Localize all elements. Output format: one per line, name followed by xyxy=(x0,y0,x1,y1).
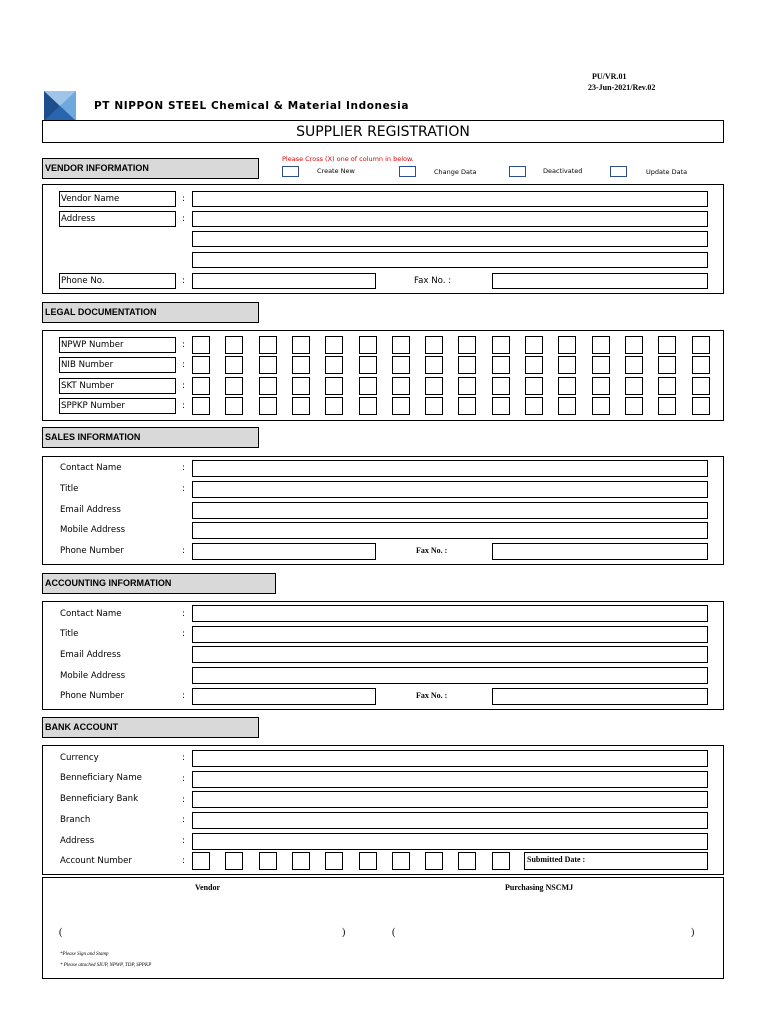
legal-row-label: NIB Number xyxy=(59,357,176,373)
legal-digit-box[interactable] xyxy=(359,356,377,374)
legal-digit-box[interactable] xyxy=(458,377,476,395)
legal-digit-box[interactable] xyxy=(625,377,643,395)
address-input-line-2[interactable] xyxy=(192,231,708,247)
legal-digit-box[interactable] xyxy=(692,336,710,354)
legal-digit-box[interactable] xyxy=(292,397,310,415)
address-input-line-3[interactable] xyxy=(192,252,708,268)
legal-digit-box[interactable] xyxy=(558,377,576,395)
branch-label: Branch xyxy=(60,815,91,825)
fax-label: Fax No. : xyxy=(414,276,452,286)
legal-digit-box[interactable] xyxy=(592,397,610,415)
beneficiary-bank-label: Benneficiary Bank xyxy=(60,794,139,804)
colon: : xyxy=(182,609,185,619)
attachment-note: * Please attached SIUP, NPWP, TDP, SPPKP xyxy=(60,963,152,968)
legal-digit-box[interactable] xyxy=(458,397,476,415)
legal-digit-box[interactable] xyxy=(425,377,443,395)
accounting-phone-input[interactable] xyxy=(192,688,376,705)
colon: : xyxy=(182,815,185,825)
legal-row-label: NPWP Number xyxy=(59,337,176,353)
legal-digit-box[interactable] xyxy=(192,336,210,354)
legal-digit-box[interactable] xyxy=(525,336,543,354)
colon: : xyxy=(182,795,185,805)
currency-input[interactable] xyxy=(192,750,708,767)
accounting-section-header: ACCOUNTING INFORMATION xyxy=(42,573,276,594)
create-new-label: Create New xyxy=(317,167,355,175)
document-code: PU/VR.01 xyxy=(592,72,627,81)
colon: : xyxy=(182,691,185,701)
legal-digit-box[interactable] xyxy=(525,397,543,415)
currency-label: Currency xyxy=(60,753,99,763)
legal-digit-box[interactable] xyxy=(425,336,443,354)
accounting-phone-label: Phone Number xyxy=(60,691,124,701)
colon: : xyxy=(182,360,185,370)
account-digit-box[interactable] xyxy=(458,852,476,870)
update-data-checkbox[interactable] xyxy=(610,166,627,177)
colon: : xyxy=(182,276,185,286)
sales-title-input[interactable] xyxy=(192,481,708,498)
vendor-sign-close-paren: ) xyxy=(342,927,346,938)
account-digit-box[interactable] xyxy=(259,852,277,870)
legal-digit-box[interactable] xyxy=(259,336,277,354)
legal-digit-box[interactable] xyxy=(259,356,277,374)
legal-digit-box[interactable] xyxy=(225,356,243,374)
sales-phone-label: Phone Number xyxy=(60,546,124,556)
vendor-section-header: VENDOR INFORMATION xyxy=(42,158,259,179)
legal-digit-box[interactable] xyxy=(225,377,243,395)
legal-digit-box[interactable] xyxy=(625,336,643,354)
legal-digit-box[interactable] xyxy=(458,356,476,374)
beneficiary-name-input[interactable] xyxy=(192,771,708,788)
colon: : xyxy=(182,340,185,350)
sales-fax-input[interactable] xyxy=(492,543,708,560)
legal-digit-box[interactable] xyxy=(425,356,443,374)
legal-digit-box[interactable] xyxy=(192,356,210,374)
legal-digit-box[interactable] xyxy=(692,377,710,395)
legal-digit-box[interactable] xyxy=(259,377,277,395)
sales-section-header: SALES INFORMATION xyxy=(42,427,259,448)
legal-digit-box[interactable] xyxy=(458,336,476,354)
account-digit-box[interactable] xyxy=(359,852,377,870)
colon: : xyxy=(182,774,185,784)
beneficiary-bank-input[interactable] xyxy=(192,791,708,808)
accounting-contact-name-input[interactable] xyxy=(192,605,708,622)
sales-email-label: Email Address xyxy=(60,505,121,515)
account-digit-box[interactable] xyxy=(192,852,210,870)
change-data-checkbox[interactable] xyxy=(399,166,416,177)
sales-contact-name-label: Contact Name xyxy=(60,463,122,473)
account-digit-box[interactable] xyxy=(325,852,343,870)
legal-row-label: SPPKP Number xyxy=(59,398,176,414)
address-label: Address xyxy=(59,211,176,227)
legal-digit-box[interactable] xyxy=(558,336,576,354)
phone-label: Phone No. xyxy=(59,273,176,289)
accounting-email-input[interactable] xyxy=(192,646,708,663)
legal-digit-box[interactable] xyxy=(392,336,410,354)
legal-row-label: SKT Number xyxy=(59,378,176,394)
accounting-fax-input[interactable] xyxy=(492,688,708,705)
legal-digit-box[interactable] xyxy=(359,397,377,415)
legal-digit-box[interactable] xyxy=(392,356,410,374)
sales-phone-input[interactable] xyxy=(192,543,376,560)
legal-digit-box[interactable] xyxy=(625,397,643,415)
colon: : xyxy=(182,194,185,204)
legal-digit-box[interactable] xyxy=(392,377,410,395)
legal-digit-box[interactable] xyxy=(658,336,676,354)
submitted-date-label: Submitted Date : xyxy=(527,855,586,864)
legal-digit-box[interactable] xyxy=(292,336,310,354)
legal-section-header: LEGAL DOCUMENTATION xyxy=(42,302,259,323)
legal-digit-box[interactable] xyxy=(658,377,676,395)
vendor-sign-open-paren: ( xyxy=(59,927,63,938)
legal-digit-box[interactable] xyxy=(658,397,676,415)
legal-digit-box[interactable] xyxy=(359,377,377,395)
sign-stamp-note: *Please Sign and Stamp xyxy=(60,952,109,957)
change-data-label: Change Data xyxy=(434,168,477,176)
purchasing-signature-area[interactable] xyxy=(400,930,686,944)
vendor-signature-label: Vendor xyxy=(195,883,221,892)
colon: : xyxy=(182,836,185,846)
deactivated-checkbox[interactable] xyxy=(509,166,526,177)
legal-digit-box[interactable] xyxy=(592,356,610,374)
colon: : xyxy=(182,401,185,411)
account-digit-box[interactable] xyxy=(392,852,410,870)
sales-mobile-label: Mobile Address xyxy=(60,525,126,535)
legal-digit-box[interactable] xyxy=(692,356,710,374)
legal-digit-box[interactable] xyxy=(292,377,310,395)
account-digit-box[interactable] xyxy=(425,852,443,870)
legal-digit-box[interactable] xyxy=(225,397,243,415)
account-digit-box[interactable] xyxy=(292,852,310,870)
fax-input[interactable] xyxy=(492,273,708,289)
branch-input[interactable] xyxy=(192,812,708,829)
account-number-label: Account Number xyxy=(60,856,132,866)
legal-digit-box[interactable] xyxy=(558,356,576,374)
form-title: SUPPLIER REGISTRATION xyxy=(296,124,470,140)
company-logo xyxy=(44,91,76,121)
colon: : xyxy=(182,484,185,494)
legal-digit-box[interactable] xyxy=(325,356,343,374)
sales-title-label: Title xyxy=(60,484,79,494)
instruction-text: Please Cross (X) one of column in below. xyxy=(282,155,414,163)
legal-digit-box[interactable] xyxy=(225,336,243,354)
legal-digit-box[interactable] xyxy=(359,336,377,354)
accounting-title-input[interactable] xyxy=(192,626,708,643)
sales-email-input[interactable] xyxy=(192,502,708,519)
legal-digit-box[interactable] xyxy=(325,377,343,395)
colon: : xyxy=(182,546,185,556)
legal-digit-box[interactable] xyxy=(592,336,610,354)
legal-digit-box[interactable] xyxy=(492,336,510,354)
colon: : xyxy=(182,381,185,391)
legal-digit-box[interactable] xyxy=(325,397,343,415)
account-digit-box[interactable] xyxy=(225,852,243,870)
legal-digit-box[interactable] xyxy=(292,356,310,374)
account-digit-box[interactable] xyxy=(492,852,510,870)
legal-digit-box[interactable] xyxy=(625,356,643,374)
legal-digit-box[interactable] xyxy=(525,377,543,395)
submitted-date-input[interactable] xyxy=(524,852,708,870)
sales-contact-name-input[interactable] xyxy=(192,460,708,477)
purchasing-sign-open-paren: ( xyxy=(392,927,396,938)
accounting-mobile-input[interactable] xyxy=(192,667,708,684)
purchasing-signature-label: Purchasing NSCMJ xyxy=(505,883,574,892)
legal-digit-box[interactable] xyxy=(492,356,510,374)
legal-digit-box[interactable] xyxy=(592,377,610,395)
legal-digit-box[interactable] xyxy=(192,377,210,395)
document-revision-date: 23-Jun-2021/Rev.02 xyxy=(588,83,656,92)
bank-address-input[interactable] xyxy=(192,833,708,850)
legal-digit-box[interactable] xyxy=(425,397,443,415)
accounting-fax-label: Fax No. : xyxy=(416,691,448,700)
purchasing-sign-close-paren: ) xyxy=(691,927,695,938)
deactivated-label: Deactivated xyxy=(543,167,583,175)
legal-digit-box[interactable] xyxy=(192,397,210,415)
colon: : xyxy=(182,214,185,224)
accounting-title-label: Title xyxy=(60,629,79,639)
sales-fax-label: Fax No. : xyxy=(416,546,448,555)
vendor-name-input[interactable] xyxy=(192,191,708,207)
accounting-contact-name-label: Contact Name xyxy=(60,609,122,619)
legal-digit-box[interactable] xyxy=(392,397,410,415)
form-title-bar xyxy=(42,120,724,143)
colon: : xyxy=(182,463,185,473)
legal-digit-box[interactable] xyxy=(325,336,343,354)
legal-digit-box[interactable] xyxy=(658,356,676,374)
accounting-mobile-label: Mobile Address xyxy=(60,671,126,681)
address-input-line-1[interactable] xyxy=(192,211,708,227)
create-new-checkbox[interactable] xyxy=(282,166,299,177)
company-name: PT NIPPON STEEL Chemical & Material Indonesia xyxy=(94,100,410,112)
update-data-label: Update Data xyxy=(646,168,688,176)
legal-digit-box[interactable] xyxy=(492,397,510,415)
accounting-email-label: Email Address xyxy=(60,650,121,660)
vendor-signature-area[interactable] xyxy=(66,930,338,944)
bank-section-header: BANK ACCOUNT xyxy=(42,717,259,738)
sales-mobile-input[interactable] xyxy=(192,522,708,539)
legal-digit-box[interactable] xyxy=(558,397,576,415)
beneficiary-name-label: Benneficiary Name xyxy=(60,773,142,783)
colon: : xyxy=(182,856,185,866)
legal-digit-box[interactable] xyxy=(525,356,543,374)
vendor-name-label: Vendor Name xyxy=(59,191,176,207)
phone-input[interactable] xyxy=(192,273,376,289)
colon: : xyxy=(182,753,185,763)
bank-address-label: Address xyxy=(60,836,95,846)
legal-digit-box[interactable] xyxy=(492,377,510,395)
colon: : xyxy=(182,629,185,639)
legal-digit-box[interactable] xyxy=(692,397,710,415)
legal-digit-box[interactable] xyxy=(259,397,277,415)
